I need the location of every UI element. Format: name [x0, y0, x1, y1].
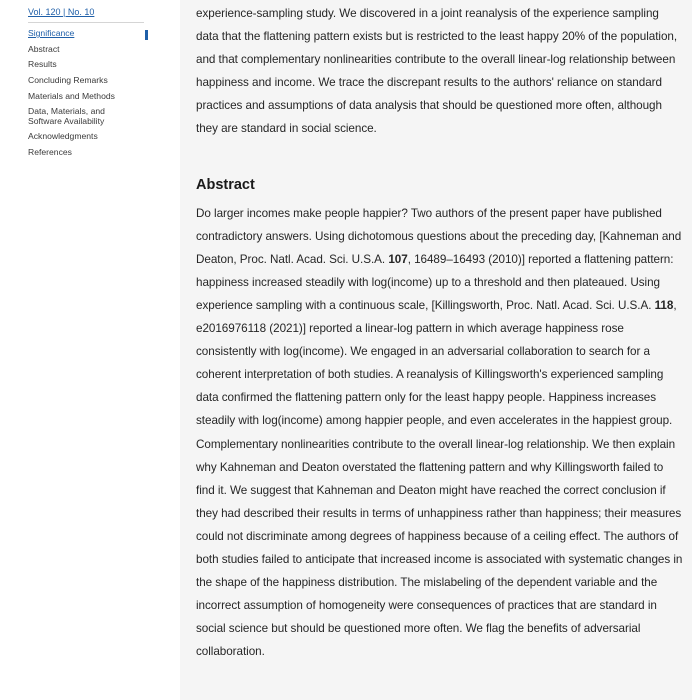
abstract-heading: Abstract [196, 176, 255, 193]
abstract-text-part-1: Do larger incomes make people happier? Two authors of the present paper have published contradictory answers. Using dichotomous questions about the preceding day, [Kahneman and Deaton, Proc. Natl. Acad. Sci. U.S.A. [196, 206, 682, 266]
sidebar-divider [28, 22, 144, 23]
toc-item-label: Abstract [28, 43, 60, 54]
toc-item-label: Results [28, 59, 57, 70]
article-body [180, 0, 692, 700]
toc-item-label: Data, Materials, and Software Availability [28, 106, 105, 126]
toc-item-concluding-remarks[interactable] [28, 76, 148, 86]
toc-item-label: Concluding Remarks [28, 74, 108, 85]
toc-item-label: Acknowledgments [28, 131, 98, 142]
toc-item-materials-and-methods[interactable] [28, 92, 148, 102]
article-text-column [196, 2, 684, 663]
significance-paragraph: experience-sampling study. We discovered in a joint reanalysis of the experience sampling data that the flattening pattern exists but is restricted to the least happy 20% of the population, and that complementary nonlinearities contribute to the overall linear-log relationship between happiness and income. We trace the discrepant results to the authors' reliance on standard practices and assumptions of data analysis that should be questioned more often, although they are standard in social science. [196, 7, 678, 136]
toc-item-significance[interactable] [28, 29, 148, 39]
issue-link[interactable]: Vol. 120 | No. 10 [28, 7, 95, 17]
abstract-text-part-2: , 16489–16493 (2010)] reported a flattening pattern: happiness increased steadily with log(income) up to a threshold and then plateaued. Using experience sampling with a continuous scale, [Killingsworth, Proc. Natl. Acad. Sci. U.S.A. [196, 252, 674, 312]
toc-item-data-availability[interactable] [28, 107, 148, 126]
toc-item-label: Significance [28, 28, 75, 38]
table-of-contents [28, 29, 148, 164]
toc-item-abstract[interactable] [28, 45, 148, 55]
toc-item-label: Materials and Methods [28, 90, 115, 101]
abstract-volume-1: 107 [388, 252, 408, 266]
toc-item-results[interactable] [28, 60, 148, 70]
abstract-text-part-3: , e2016976118 (2021)] reported a linear-log pattern in which average happiness rose consistently with log(income). We engaged in an adversarial collaboration to search for a coherent interpretation of both studies. A reanalysis of Killingsworth's experienced sampling data confirmed the flattening pattern only for the least happy people. Happiness increases steadily with log(income) among happier people, and even accelerates in the happiest group. Complementary nonlinearities contribute to the overall linear-log relationship. We then explain why Kahneman and Deaton overstated the flattening pattern and why Killingsworth failed to find it. We suggest that Kahneman and Deaton might have reached the correct conclusion if they had described their results in terms of unhappiness rather than happiness; their measures could not discriminate among degrees of happiness because of a ceiling effect. The authors of both studies failed to anticipate that increased income is associated with systematic changes in the shape of the happiness distribution. The mislabeling of the dependent variable and the incorrect assumption of homogeneity were consequences of practices that are standard in social science but should be questioned more often. We flag the benefits of adversarial collaboration. [196, 298, 683, 659]
toc-item-references[interactable] [28, 148, 148, 158]
active-section-marker [145, 30, 148, 40]
sidebar [0, 0, 180, 700]
toc-item-acknowledgments[interactable] [28, 132, 148, 142]
abstract-paragraph [196, 202, 684, 664]
abstract-volume-2: 118 [654, 298, 674, 312]
toc-item-label: References [28, 147, 72, 157]
